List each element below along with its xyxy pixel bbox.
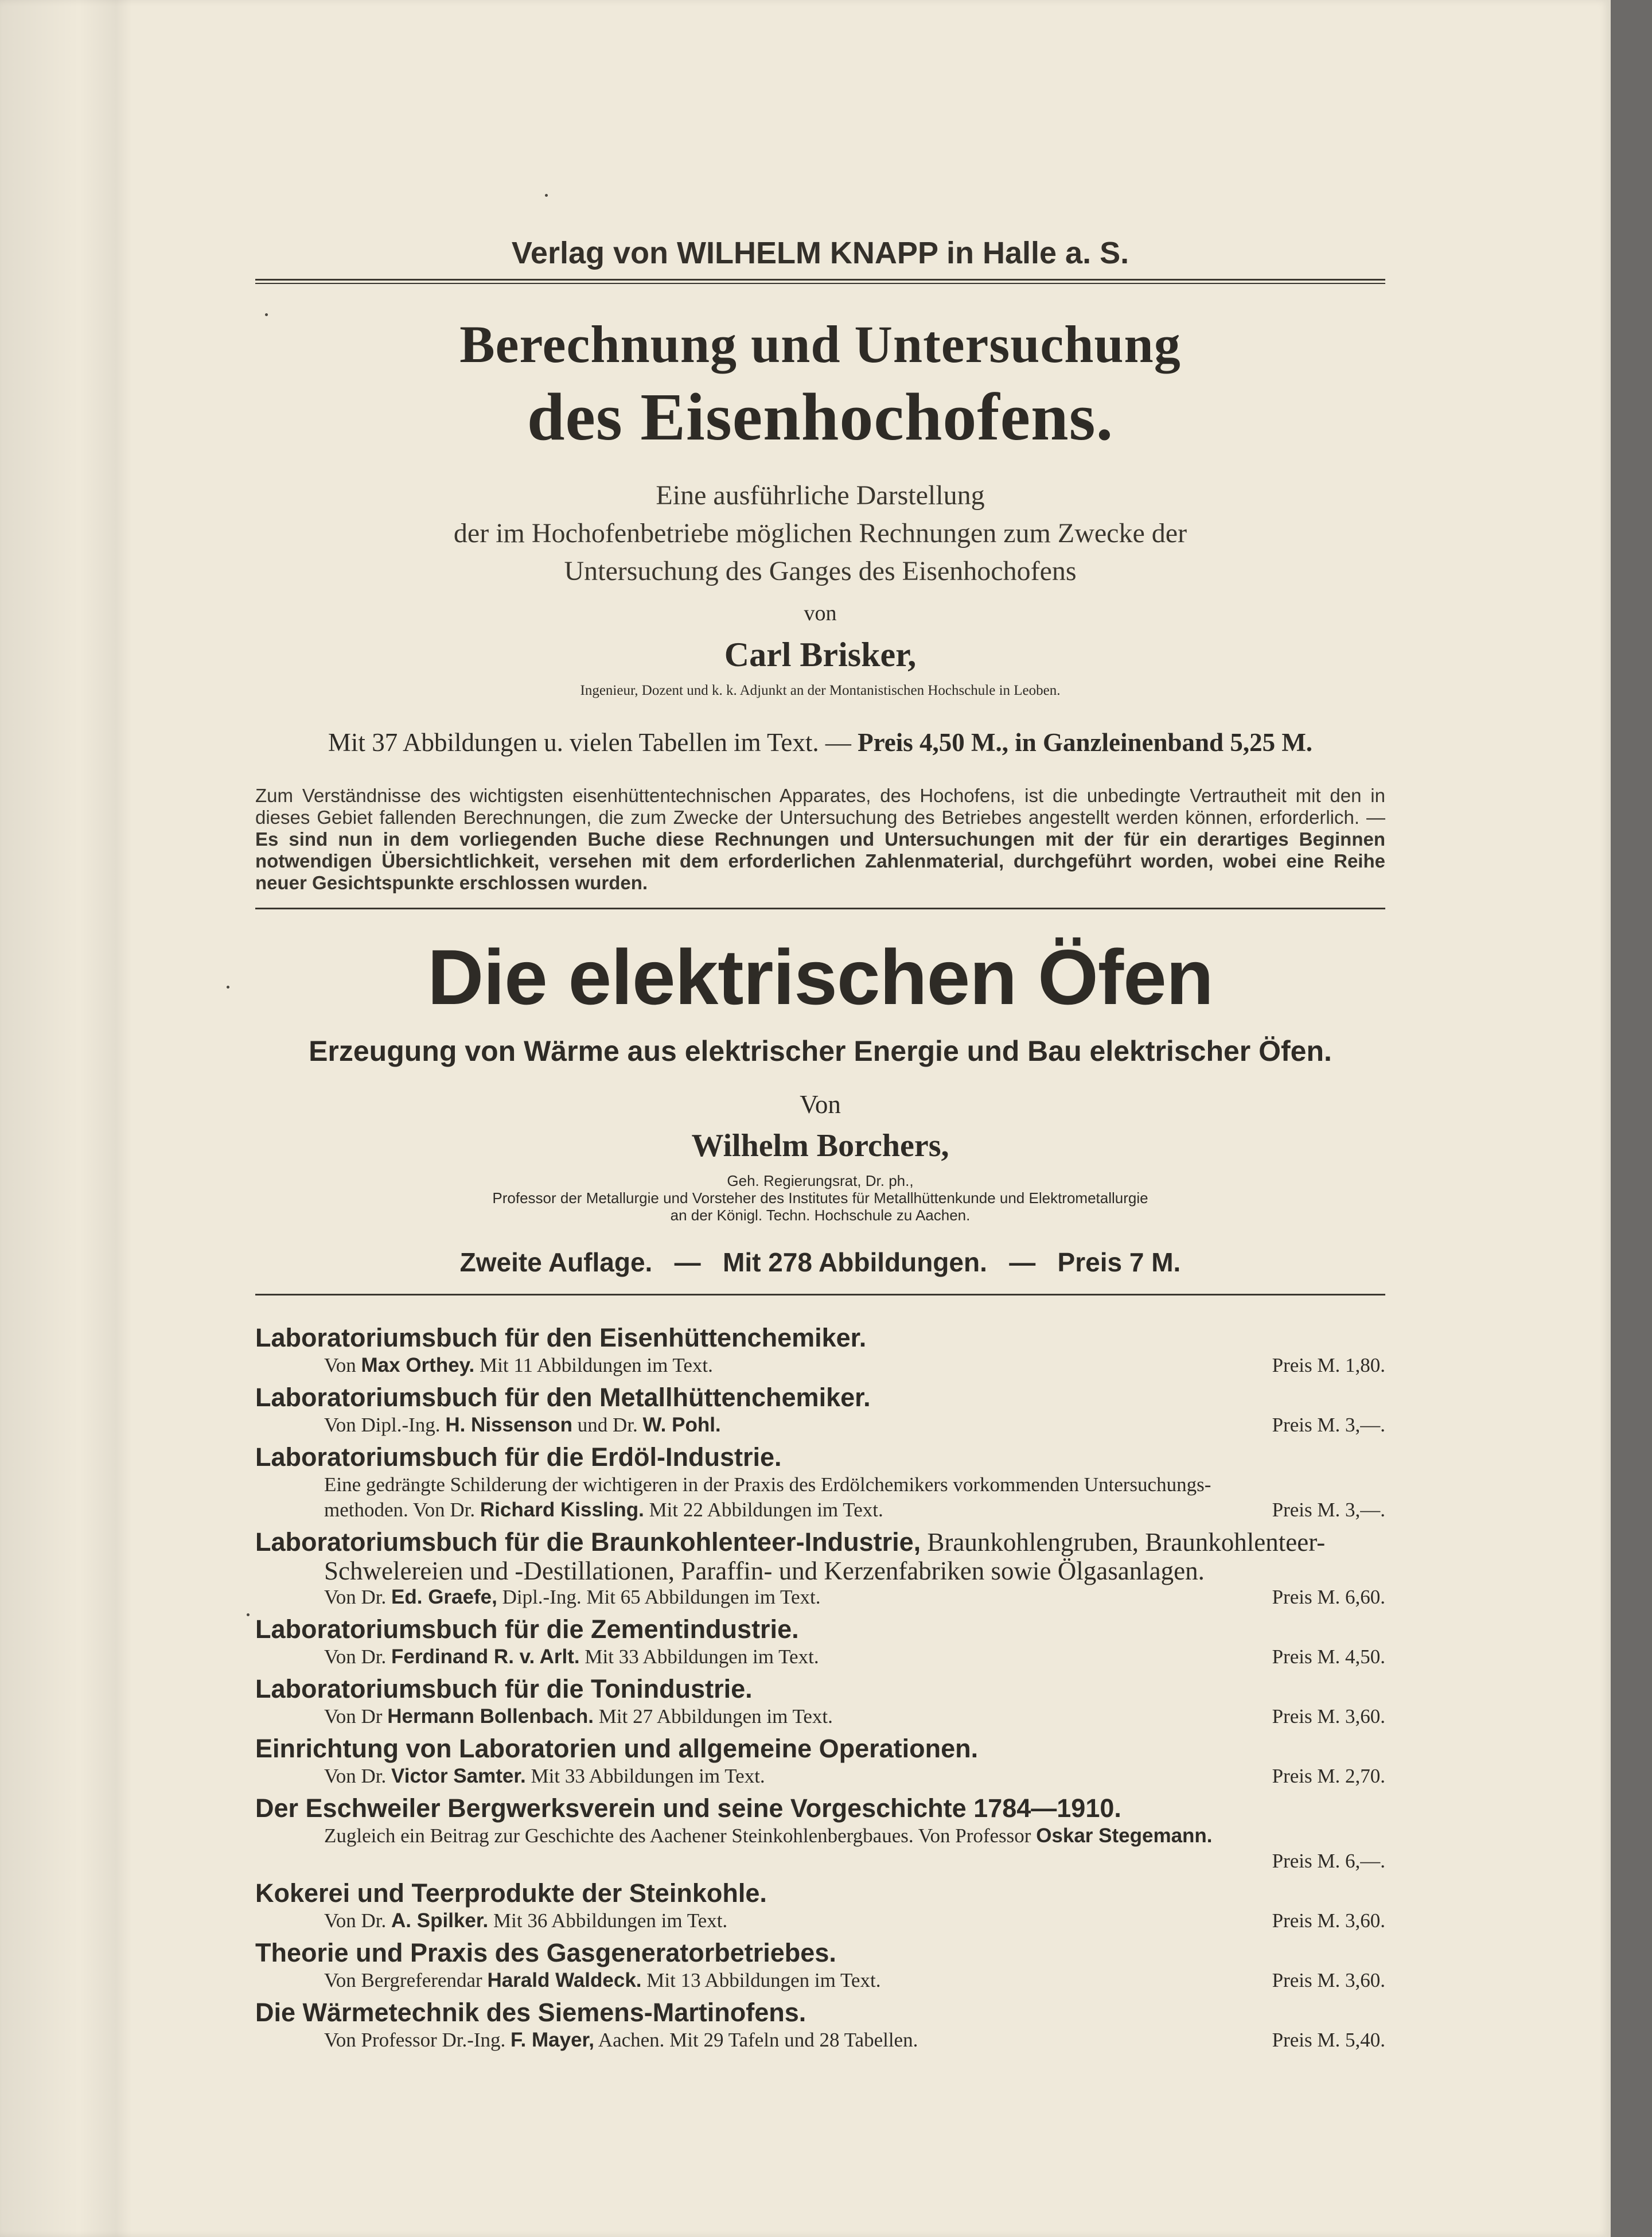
author-name: Max Orthey. — [361, 1354, 475, 1376]
details-text: Mit 27 Abbildungen im Text. — [594, 1705, 833, 1728]
book2-affiliation-line: Geh. Regierungsrat, Dr. ph., — [727, 1172, 914, 1189]
details-text: methoden. Von Dr. — [324, 1499, 480, 1521]
advertisement-page — [255, 235, 1385, 2057]
list-item-details — [255, 1413, 1385, 1438]
list-item-details — [255, 1585, 1385, 1610]
list-item-title: Laboratoriumsbuch für die Erdöl-Industrie. — [255, 1442, 782, 1472]
book2-author: Wilhelm Borchers, — [691, 1128, 949, 1164]
list-item-price: Preis M. 4,50. — [1272, 1645, 1385, 1668]
publisher-line: Verlag von WILHELM KNAPP in Halle a. S. — [511, 236, 1129, 270]
list-item — [255, 1794, 1385, 1874]
speck — [227, 986, 229, 989]
list-item-details — [255, 1644, 1385, 1670]
book1-description-bold: Es sind nun in dem vorliegenden Buche diese Rechnungen und Untersuchungen mit der für ein derartiges Beginnen notwendigen Übersichtlichkeit, versehen mit dem erforderlichen Zahlenmaterial, durchgeführt worden, wobei eine Reihe neuer Gesichtspunkte erschlossen wurden. — [255, 828, 1385, 893]
list-item — [255, 1734, 1385, 1789]
list-item — [255, 1878, 1385, 1933]
list-item-details — [255, 1908, 1385, 1933]
book-list — [255, 1323, 1385, 2053]
title-continuation: Braunkohlengruben, Braunkohlenteer- — [921, 1528, 1326, 1557]
speck — [247, 1613, 250, 1616]
list-item-price: Preis M. 3,60. — [1272, 1969, 1385, 1991]
list-item-title: Laboratoriumsbuch für die Zementindustrie. — [255, 1614, 799, 1644]
book2-von: Von — [800, 1090, 841, 1119]
book1-subtitle-line: der im Hochofenbetriebe möglichen Rechnungen zum Zwecke der — [453, 518, 1187, 548]
book2-affiliation — [255, 1172, 1385, 1224]
book1-von: von — [804, 601, 837, 625]
section-rule — [255, 908, 1385, 909]
author-name: Richard Kissling. — [480, 1499, 644, 1521]
list-item-details — [255, 1823, 1385, 1849]
list-item-title: Theorie und Praxis des Gasgeneratorbetriebes. — [255, 1938, 836, 1967]
list-item-title: Laboratoriumsbuch für die Tonindustrie. — [255, 1674, 753, 1703]
author-name: Ed. Graefe, — [391, 1586, 497, 1608]
list-item-details — [255, 1353, 1385, 1378]
book1-details: Mit 37 Abbildungen u. vielen Tabellen im Text. — — [328, 728, 851, 757]
details-text: Zugleich ein Beitrag zur Geschichte des Aachener Steinkohlenbergbaues. Von Professor — [324, 1824, 1037, 1847]
list-item — [255, 1527, 1385, 1610]
author-name: F. Mayer, — [511, 2029, 594, 2051]
list-item — [255, 1674, 1385, 1729]
list-item-details — [255, 2028, 1385, 2053]
list-item — [255, 1442, 1385, 1523]
list-item-price: Preis M. 5,40. — [1272, 2029, 1385, 2051]
details-text: Aachen. Mit 29 Tafeln und 28 Tabellen. — [594, 2029, 918, 2051]
list-item — [255, 1998, 1385, 2053]
list-item-title — [255, 1527, 1385, 1557]
book1-description-plain: Zum Verständnisse des wichtigsten eisenhüttentechnischen Apparates, des Hochofens, ist die unbedingte Vertrautheit mit den in dieses Gebiet fallenden Berechnungen, die zum Zwecke der Untersuchung des Betriebes angestellt werden können, erforderlich. — — [255, 785, 1385, 828]
author-name: Harald Waldeck. — [487, 1969, 642, 1991]
details-text: Von Dr. — [324, 1765, 392, 1787]
details-text: Mit 33 Abbildungen im Text. — [579, 1645, 819, 1668]
details-text: Mit 22 Abbildungen im Text. — [644, 1499, 883, 1521]
book2-title: Die elektrischen Öfen — [427, 933, 1213, 1021]
list-item — [255, 1323, 1385, 1378]
details-text: Von Dipl.-Ing. — [324, 1414, 446, 1436]
author-name: H. Nissenson — [445, 1414, 573, 1436]
details-text: Mit 11 Abbildungen im Text. — [474, 1354, 713, 1376]
book1-subtitle — [255, 477, 1385, 590]
book1-description — [255, 785, 1385, 894]
book1-affiliation: Ingenieur, Dozent und k. k. Adjunkt an der Montanistischen Hochschule in Leoben. — [580, 683, 1061, 698]
list-item-price-row — [255, 1849, 1385, 1874]
list-item-price: Preis M. 3,—. — [1272, 1414, 1385, 1436]
list-item-price: Preis M. 3,60. — [1272, 1909, 1385, 1932]
details-text: Von Dr. — [324, 1586, 392, 1608]
author-name: W. Pohl. — [642, 1414, 721, 1436]
details-text: Mit 33 Abbildungen im Text. — [525, 1765, 765, 1787]
list-item — [255, 1938, 1385, 1993]
list-item-price: Preis M. 1,80. — [1272, 1354, 1385, 1376]
double-rule — [255, 279, 1385, 284]
author-name: Victor Samter. — [391, 1765, 526, 1787]
book1-title-line2: des Eisenhochofens. — [527, 379, 1114, 454]
list-item-price: Preis M. 3,60. — [1272, 1705, 1385, 1728]
page-fold-shadow — [0, 0, 132, 2237]
list-item-details — [255, 1764, 1385, 1789]
details-text: Mit 36 Abbildungen im Text. — [488, 1909, 728, 1932]
list-item-details — [255, 1968, 1385, 1993]
details-text: und Dr. — [572, 1414, 643, 1436]
author-name: Hermann Bollenbach. — [387, 1705, 594, 1728]
book1-author: Carl Brisker, — [724, 636, 917, 674]
list-item-price: Preis M. 2,70. — [1272, 1765, 1385, 1787]
list-item-price: Preis M. 6,60. — [1272, 1586, 1385, 1608]
details-text: Von Dr. — [324, 1909, 392, 1932]
list-item-title: Kokerei und Teerprodukte der Steinkohle. — [255, 1878, 767, 1908]
list-item-title: Einrichtung von Laboratorien und allgemeine Operationen. — [255, 1734, 979, 1763]
list-item-description: Eine gedrängte Schilderung der wichtigeren in der Praxis des Erdölchemikers vorkommenden Untersuchungs- — [324, 1473, 1211, 1496]
book2-edition: Zweite Auflage. — Mit 278 Abbildungen. — Preis 7 M. — [459, 1247, 1181, 1277]
book1-subtitle-line: Untersuchung des Ganges des Eisenhochofens — [564, 556, 1077, 586]
section-rule — [255, 1294, 1385, 1295]
book1-subtitle-line: Eine ausführliche Darstellung — [656, 480, 985, 511]
details-text: Von Dr — [324, 1705, 388, 1728]
list-item-title: Die Wärmetechnik des Siemens-Martinofens. — [255, 1998, 806, 2027]
book2-subtitle: Erzeugung von Wärme aus elektrischer Energie und Bau elektrischer Öfen. — [309, 1035, 1332, 1067]
details-text: Dipl.-Ing. Mit 65 Abbildungen im Text. — [497, 1586, 821, 1608]
title-text: Laboratoriumsbuch für die Braunkohlenteer-Industrie, — [255, 1527, 921, 1557]
details-text: Von Bergreferendar — [324, 1969, 488, 1991]
details-text: Mit 13 Abbildungen im Text. — [641, 1969, 881, 1991]
list-item-details — [255, 1497, 1385, 1523]
book1-price: Preis 4,50 M., in Ganzleinenband 5,25 M. — [858, 728, 1313, 757]
author-name: Ferdinand R. v. Arlt. — [391, 1645, 580, 1668]
list-item — [255, 1383, 1385, 1438]
book2-affiliation-line: an der Königl. Techn. Hochschule zu Aachen. — [670, 1207, 971, 1224]
details-text: Von — [324, 1354, 361, 1376]
author-name: Oskar Stegemann. — [1036, 1824, 1213, 1847]
list-item — [255, 1614, 1385, 1670]
details-text: Von Professor Dr.-Ing. — [324, 2029, 511, 2051]
list-item-price: Preis M. 3,—. — [1272, 1499, 1385, 1521]
list-item-details — [255, 1704, 1385, 1729]
details-text: Von Dr. — [324, 1645, 392, 1668]
author-name: A. Spilker. — [391, 1909, 489, 1932]
list-item-title: Laboratoriumsbuch für den Eisenhüttenchemiker. — [255, 1323, 867, 1352]
book1-price-line — [255, 727, 1385, 757]
list-item-price: Preis M. 6,—. — [1272, 1850, 1385, 1872]
book1-title-line1: Berechnung und Untersuchung — [459, 315, 1181, 374]
book2-affiliation-line: Professor der Metallurgie und Vorsteher des Institutes für Metallhüttenkunde und Elektrometallurgie — [492, 1189, 1148, 1207]
list-item-title: Der Eschweiler Bergwerksverein und seine Vorgeschichte 1784—1910. — [255, 1794, 1121, 1823]
list-item-title: Laboratoriumsbuch für den Metallhüttenchemiker. — [255, 1383, 871, 1412]
speck — [545, 194, 548, 197]
list-item-title-continuation: Schwelereien und -Destillationen, Paraffin- und Kerzenfabriken sowie Ölgasanlagen. — [324, 1557, 1205, 1585]
